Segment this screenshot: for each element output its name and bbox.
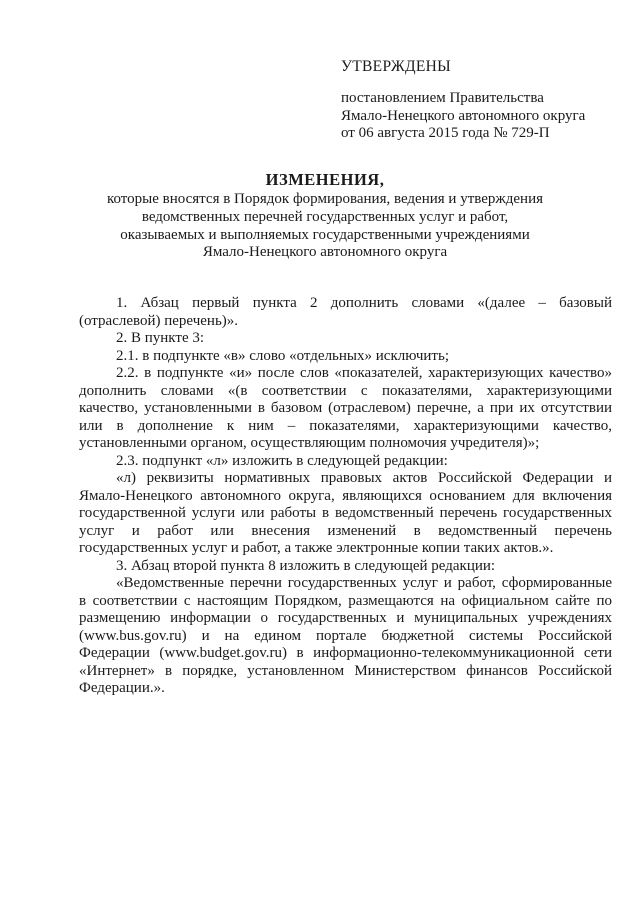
heading-title: ИЗМЕНЕНИЯ, [265, 170, 385, 189]
body-line: в соответствии с настоящим Порядком, размещаются на официальном сайте по [79, 592, 612, 609]
body-line: услуг и работ или внесения изменений в ведомственный перечень [79, 522, 612, 539]
body-line: «Интернет» в порядке, установленном Министерством финансов Российской [79, 662, 612, 679]
body-line: «л) реквизиты нормативных правовых актов Российской Федерации и [116, 470, 612, 486]
document-heading [60, 170, 590, 262]
document-body [79, 295, 612, 698]
body-line: (www.bus.gov.ru) и на едином портале бюджетной системы Российской [79, 627, 612, 644]
approval-line: Ямало-Ненецкого автономного округа [341, 107, 586, 124]
approval-block [341, 57, 621, 143]
body-line: (отраслевой) перечень)». [79, 312, 239, 329]
body-line: установленными органом, осуществляющим полномочия учредителя)»; [79, 435, 540, 451]
body-line: 2.1. в подпункте «в» слово «отдельных» исключить; [116, 347, 449, 364]
body-line: «Ведомственные перечни государственных услуг и работ, сформированные [116, 575, 612, 591]
body-line: государственных услуг и работ, а также электронные копии таких актов.». [79, 540, 554, 556]
body-line: 2. В пункте 3: [116, 330, 205, 346]
body-line: дополнить словами «(в соответствии с показателями, характеризующими [79, 382, 612, 399]
body-line: государственной услуги или работы в ведомственный перечень государственных [79, 505, 612, 521]
heading-line: которые вносятся в Порядок формирования, ведения и утверждения [106, 191, 544, 207]
body-line: 3. Абзац второй пункта 8 изложить в следующей редакции: [116, 557, 496, 574]
heading-line: оказываемых и выполняемых государственными учреждениями [120, 226, 530, 243]
body-line: размещению информации о государственных и муниципальных учреждениях [79, 610, 612, 626]
heading-line: ведомственных перечней государственных услуг и работ, [141, 208, 509, 225]
approval-line: от 06 августа 2015 года № 729-П [341, 125, 550, 141]
body-line: Федерации.». [79, 680, 165, 696]
approval-title: УТВЕРЖДЕНЫ [341, 58, 451, 75]
body-line: Ямало-Ненецкого автономного округа, являющихся основанием для включения [79, 487, 612, 504]
heading-line: Ямало-Ненецкого автономного округа [202, 244, 448, 261]
body-line: 2.2. в подпункте «и» после слов «показателей, характеризующих качество» [116, 365, 612, 381]
approval-line: постановлением Правительства [341, 90, 544, 106]
body-line: 1. Абзац первый пункта 2 дополнить словами «(далее – базовый [116, 295, 612, 311]
body-line: 2.3. подпункт «л» изложить в следующей редакции: [116, 452, 448, 469]
body-line: или в дополнение к ним – показателями, характеризующими качество, [79, 417, 612, 434]
body-line: Федерации (www.budget.gov.ru) в информационно-телекоммуникационной сети [79, 645, 612, 661]
body-line: качество, установленными в базовом (отраслевом) перечне, а при их отсутствии [79, 400, 612, 416]
